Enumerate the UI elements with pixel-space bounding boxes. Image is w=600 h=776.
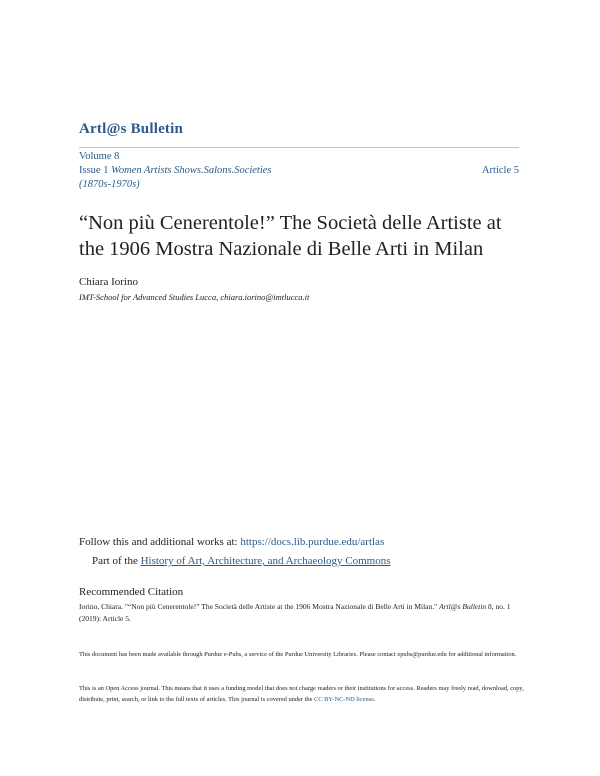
issue-years: (1870s-1970s) bbox=[79, 179, 140, 190]
journal-title[interactable]: Artl@s Bulletin bbox=[79, 121, 184, 137]
license-notice bbox=[79, 683, 529, 705]
follow-label: Follow this and additional works at: bbox=[79, 536, 238, 548]
citation-main: Iorino, Chiara. "“Non più Cenerentole!” The Società delle Artiste at the 1906 Mostra Nazionale di Belle Arti in Milan." bbox=[79, 602, 438, 611]
part-of-label: Part of the bbox=[92, 555, 138, 567]
license-link[interactable]: CC BY-NC-ND license bbox=[314, 696, 375, 703]
citation-issue: 8, no. 1 (2019): Article 5. bbox=[79, 602, 511, 623]
follow-link[interactable]: https://docs.lib.purdue.edu/artlas bbox=[240, 536, 385, 548]
commons-link[interactable]: History of Art, Architecture, and Archaeology Commons bbox=[140, 555, 391, 567]
license-end: . bbox=[374, 696, 376, 703]
citation-text bbox=[79, 601, 529, 625]
issue-link[interactable] bbox=[79, 165, 272, 176]
citation-heading: Recommended Citation bbox=[79, 586, 184, 598]
header-divider bbox=[79, 147, 519, 148]
article-title-line-1: “Non più Cenerentole!” The Società delle Artiste at bbox=[79, 212, 502, 234]
issue-title: Women Artists Shows.Salons.Societies bbox=[111, 165, 272, 176]
author-name: Chiara Iorino bbox=[79, 276, 138, 288]
follow-line bbox=[79, 536, 384, 548]
article-number-link[interactable]: Article 5 bbox=[481, 165, 519, 176]
volume-link[interactable]: Volume 8 bbox=[79, 151, 120, 162]
license-text: This is an Open Access journal. This means that it uses a funding model that does not charge readers or their institutions for access. Readers may freely read, download, copy, distribute, print, search, or link to the full texts of articles. This journal is covered under the bbox=[79, 685, 524, 703]
availability-notice: This document has been made available through Purdue e-Pubs, a service of the Purdue University Libraries. Please contact epubs@purdue.edu for additional information. bbox=[79, 651, 517, 658]
author-affiliation: IMT-School for Advanced Studies Lucca, chiara.iorino@imtlucca.it bbox=[79, 292, 310, 302]
citation-journal: Artl@s Bulletin bbox=[439, 602, 487, 611]
article-title bbox=[79, 210, 529, 262]
article-title-line-2: the 1906 Mostra Nazionale di Belle Arti in Milan bbox=[79, 238, 484, 260]
part-of-line bbox=[92, 555, 390, 567]
issue-prefix: Issue 1 bbox=[79, 165, 109, 176]
